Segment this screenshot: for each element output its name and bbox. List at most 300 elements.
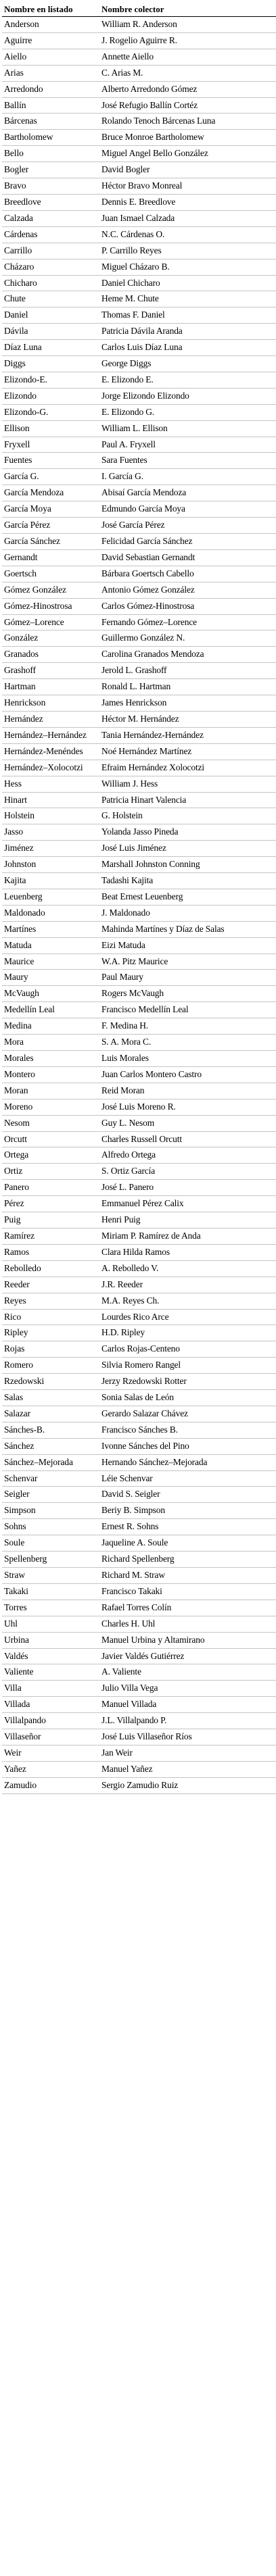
- listed-name-cell: Ramos: [2, 1244, 99, 1260]
- collector-name-cell: Dennis E. Breedlove: [99, 194, 276, 210]
- table-row: [2, 792, 276, 808]
- collector-name-cell: Bruce Monroe Bartholomew: [99, 130, 276, 146]
- table-row: [2, 1309, 276, 1325]
- table-row: [2, 1260, 276, 1277]
- listed-name-cell: Bárcenas: [2, 114, 99, 130]
- collector-name-cell: Bárbara Goertsch Cabello: [99, 566, 276, 582]
- collector-names-table: [2, 0, 276, 1794]
- table-row: [2, 1035, 276, 1051]
- collector-name-cell: George Diggs: [99, 356, 276, 372]
- collector-name-cell: Manuel Villada: [99, 1697, 276, 1713]
- listed-name-cell: Mora: [2, 1035, 99, 1051]
- table-row: [2, 146, 276, 162]
- listed-name-cell: Matuda: [2, 937, 99, 953]
- listed-name-cell: Bartholomew: [2, 130, 99, 146]
- listed-name-cell: Jasso: [2, 824, 99, 841]
- table-row: [2, 1761, 276, 1777]
- listed-name-cell: Maurice: [2, 953, 99, 970]
- collector-name-cell: Hernando Sánchez–Mejorada: [99, 1454, 276, 1470]
- table-row: [2, 437, 276, 453]
- collector-name-cell: Francisco Sánches B.: [99, 1422, 276, 1438]
- listed-name-cell: Sohns: [2, 1519, 99, 1535]
- collector-name-cell: Héctor Bravo Monreal: [99, 178, 276, 195]
- listed-name-cell: Hartman: [2, 679, 99, 695]
- collector-name-cell: Clara Hilda Ramos: [99, 1244, 276, 1260]
- listed-name-cell: Moreno: [2, 1099, 99, 1115]
- table-row: [2, 178, 276, 195]
- listed-name-cell: Cházaro: [2, 259, 99, 275]
- table-header: [2, 0, 276, 17]
- listed-name-cell: Gernandt: [2, 549, 99, 566]
- table-row: [2, 1616, 276, 1632]
- table-row: [2, 1390, 276, 1406]
- listed-name-cell: García Pérez: [2, 518, 99, 534]
- listed-name-cell: Holstein: [2, 808, 99, 824]
- collector-name-cell: Henri Puig: [99, 1212, 276, 1229]
- listed-name-cell: Simpson: [2, 1503, 99, 1519]
- table-row: [2, 1777, 276, 1793]
- table-body: [2, 17, 276, 1794]
- table-row: [2, 501, 276, 518]
- listed-name-cell: Granados: [2, 647, 99, 663]
- table-row: [2, 388, 276, 404]
- header-listed-name: Nombre en listado: [2, 0, 99, 17]
- listed-name-cell: Urbina: [2, 1632, 99, 1648]
- listed-name-cell: Pérez: [2, 1196, 99, 1212]
- table-row: [2, 372, 276, 388]
- table-row: [2, 1487, 276, 1503]
- listed-name-cell: Leuenberg: [2, 889, 99, 905]
- table-row: [2, 340, 276, 356]
- listed-name-cell: Henrickson: [2, 695, 99, 712]
- table-row: [2, 1099, 276, 1115]
- listed-name-cell: Rojas: [2, 1341, 99, 1358]
- table-row: [2, 630, 276, 647]
- collector-name-cell: Julio Villa Vega: [99, 1681, 276, 1697]
- listed-name-cell: Rzedowski: [2, 1374, 99, 1390]
- collector-name-cell: José L. Panero: [99, 1180, 276, 1196]
- table-row: [2, 1196, 276, 1212]
- table-row: [2, 905, 276, 921]
- collector-name-cell: Tania Hernández-Hernández: [99, 727, 276, 743]
- collector-name-cell: Antonio Gómez González: [99, 582, 276, 598]
- listed-name-cell: Schenvar: [2, 1470, 99, 1487]
- table-row: [2, 1729, 276, 1745]
- table-row: [2, 32, 276, 49]
- table-row: [2, 663, 276, 679]
- listed-name-cell: Aiello: [2, 49, 99, 65]
- table-row: [2, 1228, 276, 1244]
- table-row: [2, 727, 276, 743]
- table-row: [2, 1115, 276, 1131]
- table-row: [2, 243, 276, 259]
- collector-name-cell: Paul A. Fryxell: [99, 437, 276, 453]
- collector-name-cell: Patricia Hinart Valencia: [99, 792, 276, 808]
- listed-name-cell: García G.: [2, 469, 99, 485]
- collector-name-cell: William L. Ellison: [99, 420, 276, 437]
- collector-name-cell: David S. Seigler: [99, 1487, 276, 1503]
- table-row: [2, 1713, 276, 1729]
- table-row: [2, 1164, 276, 1180]
- table-row: [2, 1374, 276, 1390]
- collector-name-cell: Alberto Arredondo Gómez: [99, 81, 276, 97]
- collector-name-cell: José Luis Jiménez: [99, 841, 276, 857]
- listed-name-cell: Hernández-Menéndes: [2, 743, 99, 760]
- table-row: [2, 743, 276, 760]
- table-row: [2, 760, 276, 776]
- listed-name-cell: Díaz Luna: [2, 340, 99, 356]
- table-row: [2, 921, 276, 937]
- table-row: [2, 1519, 276, 1535]
- listed-name-cell: Yañez: [2, 1761, 99, 1777]
- collector-name-cell: Rafael Torres Colín: [99, 1600, 276, 1616]
- listed-name-cell: Morales: [2, 1051, 99, 1067]
- table-row: [2, 549, 276, 566]
- table-row: [2, 210, 276, 226]
- table-row: [2, 97, 276, 114]
- table-row: [2, 1147, 276, 1164]
- listed-name-cell: Medina: [2, 1018, 99, 1035]
- listed-name-cell: Goertsch: [2, 566, 99, 582]
- collector-name-cell: Paul Maury: [99, 970, 276, 986]
- collector-name-cell: Carlos Luis Díaz Luna: [99, 340, 276, 356]
- collector-name-cell: Alfredo Ortega: [99, 1147, 276, 1164]
- listed-name-cell: Arredondo: [2, 81, 99, 97]
- listed-name-cell: Dávila: [2, 324, 99, 340]
- listed-name-cell: Chicharo: [2, 275, 99, 291]
- table-row: [2, 1745, 276, 1761]
- listed-name-cell: Anderson: [2, 17, 99, 33]
- listed-name-cell: Romero: [2, 1358, 99, 1374]
- collector-name-cell: Manuel Yañez: [99, 1761, 276, 1777]
- listed-name-cell: Medellín Leal: [2, 1002, 99, 1018]
- listed-name-cell: Cárdenas: [2, 226, 99, 243]
- table-row: [2, 1018, 276, 1035]
- listed-name-cell: Takaki: [2, 1583, 99, 1600]
- table-row: [2, 226, 276, 243]
- table-row: [2, 453, 276, 469]
- table-row: [2, 808, 276, 824]
- table-row: [2, 1293, 276, 1309]
- collector-name-cell: E. Elizondo G.: [99, 404, 276, 420]
- collector-name-cell: H.D. Ripley: [99, 1325, 276, 1341]
- collector-name-cell: W.A. Pitz Maurice: [99, 953, 276, 970]
- table-row: [2, 1066, 276, 1083]
- listed-name-cell: Montero: [2, 1066, 99, 1083]
- listed-name-cell: Reeder: [2, 1277, 99, 1293]
- table-row: [2, 1083, 276, 1099]
- table-row: [2, 534, 276, 550]
- listed-name-cell: Zamudio: [2, 1777, 99, 1793]
- listed-name-cell: Moran: [2, 1083, 99, 1099]
- table-row: [2, 1131, 276, 1147]
- table-row: [2, 1697, 276, 1713]
- collector-name-cell: Jerold L. Grashoff: [99, 663, 276, 679]
- table-row: [2, 566, 276, 582]
- collector-name-cell: William R. Anderson: [99, 17, 276, 33]
- collector-name-cell: Héctor M. Hernández: [99, 711, 276, 727]
- table-row: [2, 1002, 276, 1018]
- collector-name-cell: Sergio Zamudio Ruiz: [99, 1777, 276, 1793]
- listed-name-cell: Villalpando: [2, 1713, 99, 1729]
- table-row: [2, 49, 276, 65]
- listed-name-cell: Bogler: [2, 162, 99, 178]
- collector-name-cell: Jerzy Rzedowski Rotter: [99, 1374, 276, 1390]
- table-row: [2, 1180, 276, 1196]
- table-row: [2, 857, 276, 873]
- collector-name-cell: F. Medina H.: [99, 1018, 276, 1035]
- collector-name-cell: S. Ortiz García: [99, 1164, 276, 1180]
- listed-name-cell: Rebolledo: [2, 1260, 99, 1277]
- listed-name-cell: Diggs: [2, 356, 99, 372]
- table-row: [2, 1406, 276, 1422]
- collector-name-cell: Silvia Romero Rangel: [99, 1358, 276, 1374]
- collector-name-cell: E. Elizondo E.: [99, 372, 276, 388]
- collector-name-cell: Charles Russell Orcutt: [99, 1131, 276, 1147]
- collector-name-cell: James Henrickson: [99, 695, 276, 712]
- listed-name-cell: Martínes: [2, 921, 99, 937]
- listed-name-cell: Hernández: [2, 711, 99, 727]
- table-row: [2, 1454, 276, 1470]
- collector-name-cell: A. Rebolledo V.: [99, 1260, 276, 1277]
- listed-name-cell: Aguirre: [2, 32, 99, 49]
- listed-name-cell: Straw: [2, 1568, 99, 1584]
- listed-name-cell: Orcutt: [2, 1131, 99, 1147]
- listed-name-cell: García Mendoza: [2, 485, 99, 501]
- collector-name-cell: Luis Morales: [99, 1051, 276, 1067]
- listed-name-cell: Johnston: [2, 857, 99, 873]
- collector-name-cell: Fernando Gómez–Lorence: [99, 614, 276, 630]
- collector-name-cell: Jaqueline A. Soule: [99, 1535, 276, 1552]
- collector-name-cell: Richard M. Straw: [99, 1568, 276, 1584]
- table-row: [2, 259, 276, 275]
- collector-name-cell: Lourdes Rico Arce: [99, 1309, 276, 1325]
- table-row: [2, 986, 276, 1002]
- listed-name-cell: González: [2, 630, 99, 647]
- listed-name-cell: Hernández–Xolocotzi: [2, 760, 99, 776]
- listed-name-cell: Sánchez–Mejorada: [2, 1454, 99, 1470]
- table-row: [2, 937, 276, 953]
- table-row: [2, 194, 276, 210]
- listed-name-cell: Elizondo: [2, 388, 99, 404]
- collector-name-cell: Richard Spellenberg: [99, 1552, 276, 1568]
- collector-name-cell: Felicidad García Sánchez: [99, 534, 276, 550]
- listed-name-cell: Hess: [2, 776, 99, 792]
- table-row: [2, 1051, 276, 1067]
- table-row: [2, 291, 276, 307]
- listed-name-cell: Villaseñor: [2, 1729, 99, 1745]
- collector-name-cell: Jan Weir: [99, 1745, 276, 1761]
- table-row: [2, 824, 276, 841]
- collector-name-cell: José García Pérez: [99, 518, 276, 534]
- collector-name-cell: C. Arias M.: [99, 65, 276, 81]
- listed-name-cell: Panero: [2, 1180, 99, 1196]
- header-collector-name: Nombre colector: [99, 0, 276, 17]
- collector-name-cell: S. A. Mora C.: [99, 1035, 276, 1051]
- collector-name-cell: Javier Valdés Gutiérrez: [99, 1648, 276, 1664]
- listed-name-cell: Valdés: [2, 1648, 99, 1664]
- listed-name-cell: Salazar: [2, 1406, 99, 1422]
- collector-name-cell: J. Rogelio Aguirre R.: [99, 32, 276, 49]
- collector-name-cell: José Luis Villaseñor Ríos: [99, 1729, 276, 1745]
- table-row: [2, 1470, 276, 1487]
- listed-name-cell: Weir: [2, 1745, 99, 1761]
- collector-name-cell: Emmanuel Pérez Calix: [99, 1196, 276, 1212]
- collector-name-cell: José Refugio Ballín Cortéz: [99, 97, 276, 114]
- table-row: [2, 1568, 276, 1584]
- table-row: [2, 1583, 276, 1600]
- table-row: [2, 970, 276, 986]
- table-row: [2, 65, 276, 81]
- listed-name-cell: Valiente: [2, 1664, 99, 1681]
- collector-name-cell: N.C. Cárdenas O.: [99, 226, 276, 243]
- collector-name-cell: J.R. Reeder: [99, 1277, 276, 1293]
- collector-name-cell: Annette Aiello: [99, 49, 276, 65]
- table-row: [2, 17, 276, 33]
- table-row: [2, 776, 276, 792]
- collector-name-cell: Miguel Angel Bello González: [99, 146, 276, 162]
- listed-name-cell: Grashoff: [2, 663, 99, 679]
- table-row: [2, 1244, 276, 1260]
- collector-name-cell: Sara Fuentes: [99, 453, 276, 469]
- table-row: [2, 582, 276, 598]
- table-row: [2, 1341, 276, 1358]
- collector-name-cell: Ronald L. Hartman: [99, 679, 276, 695]
- listed-name-cell: Kajita: [2, 873, 99, 889]
- table-row: [2, 162, 276, 178]
- collector-name-cell: I. García G.: [99, 469, 276, 485]
- collector-name-cell: Charles H. Uhl: [99, 1616, 276, 1632]
- collector-name-cell: Patricia Dávila Aranda: [99, 324, 276, 340]
- listed-name-cell: Elizondo-G.: [2, 404, 99, 420]
- table-row: [2, 1503, 276, 1519]
- listed-name-cell: Daniel: [2, 307, 99, 324]
- collector-name-cell: Noé Hernández Martínez: [99, 743, 276, 760]
- collector-name-cell: Abisaí García Mendoza: [99, 485, 276, 501]
- collector-name-cell: Yolanda Jasso Pineda: [99, 824, 276, 841]
- table-row: [2, 841, 276, 857]
- listed-name-cell: Bello: [2, 146, 99, 162]
- collector-name-cell: Edmundo García Moya: [99, 501, 276, 518]
- listed-name-cell: Ballín: [2, 97, 99, 114]
- listed-name-cell: Villada: [2, 1697, 99, 1713]
- table-row: [2, 695, 276, 712]
- collector-name-cell: Sonia Salas de León: [99, 1390, 276, 1406]
- table-row: [2, 711, 276, 727]
- collector-name-cell: William J. Hess: [99, 776, 276, 792]
- table-row: [2, 679, 276, 695]
- listed-name-cell: Fryxell: [2, 437, 99, 453]
- table-row: [2, 889, 276, 905]
- collector-name-cell: Manuel Urbina y Altamirano: [99, 1632, 276, 1648]
- listed-name-cell: Elizondo-E.: [2, 372, 99, 388]
- table-row: [2, 647, 276, 663]
- collector-name-cell: Carlos Gómez-Hinostrosa: [99, 598, 276, 614]
- table-row: [2, 1325, 276, 1341]
- listed-name-cell: Ortega: [2, 1147, 99, 1164]
- listed-name-cell: Breedlove: [2, 194, 99, 210]
- collector-name-cell: Miriam P. Ramírez de Anda: [99, 1228, 276, 1244]
- header-row: [2, 0, 276, 17]
- collector-name-cell: Reid Moran: [99, 1083, 276, 1099]
- table-row: [2, 873, 276, 889]
- collector-name-cell: Beat Ernest Leuenberg: [99, 889, 276, 905]
- collector-name-cell: Miguel Cházaro B.: [99, 259, 276, 275]
- table-row: [2, 614, 276, 630]
- table-row: [2, 1422, 276, 1438]
- collector-name-cell: G. Holstein: [99, 808, 276, 824]
- listed-name-cell: Maldonado: [2, 905, 99, 921]
- listed-name-cell: McVaugh: [2, 986, 99, 1002]
- table-row: [2, 404, 276, 420]
- listed-name-cell: Chute: [2, 291, 99, 307]
- collector-name-cell: Eizi Matuda: [99, 937, 276, 953]
- table-row: [2, 1358, 276, 1374]
- table-row: [2, 356, 276, 372]
- collector-name-cell: Carlos Rojas-Centeno: [99, 1341, 276, 1358]
- collector-name-cell: Rogers McVaugh: [99, 986, 276, 1002]
- listed-name-cell: Villa: [2, 1681, 99, 1697]
- collector-name-cell: Ernest R. Sohns: [99, 1519, 276, 1535]
- collector-name-cell: P. Carrillo Reyes: [99, 243, 276, 259]
- listed-name-cell: García Moya: [2, 501, 99, 518]
- listed-name-cell: Fuentes: [2, 453, 99, 469]
- listed-name-cell: García Sánchez: [2, 534, 99, 550]
- collector-name-cell: Juan Ismael Calzada: [99, 210, 276, 226]
- table-row: [2, 953, 276, 970]
- listed-name-cell: Ripley: [2, 1325, 99, 1341]
- table-row: [2, 1277, 276, 1293]
- listed-name-cell: Rico: [2, 1309, 99, 1325]
- listed-name-cell: Soule: [2, 1535, 99, 1552]
- collector-name-cell: J.L. Villalpando P.: [99, 1713, 276, 1729]
- collector-name-cell: Léie Schenvar: [99, 1470, 276, 1487]
- table-row: [2, 1664, 276, 1681]
- table-row: [2, 275, 276, 291]
- table-row: [2, 307, 276, 324]
- listed-name-cell: Torres: [2, 1600, 99, 1616]
- table-row: [2, 1681, 276, 1697]
- collector-name-cell: Efraim Hernández Xolocotzi: [99, 760, 276, 776]
- listed-name-cell: Bravo: [2, 178, 99, 195]
- listed-name-cell: Gómez-Hinostrosa: [2, 598, 99, 614]
- listed-name-cell: Calzada: [2, 210, 99, 226]
- table-row: [2, 114, 276, 130]
- listed-name-cell: Reyes: [2, 1293, 99, 1309]
- collector-name-cell: Tadashi Kajita: [99, 873, 276, 889]
- collector-name-cell: José Luis Moreno R.: [99, 1099, 276, 1115]
- table-row: [2, 324, 276, 340]
- table-row: [2, 1438, 276, 1454]
- listed-name-cell: Hinart: [2, 792, 99, 808]
- listed-name-cell: Sánchez: [2, 1438, 99, 1454]
- collector-name-cell: Carolina Granados Mendoza: [99, 647, 276, 663]
- listed-name-cell: Gómez–Lorence: [2, 614, 99, 630]
- table-row: [2, 130, 276, 146]
- collector-name-cell: Francisco Takaki: [99, 1583, 276, 1600]
- collector-name-cell: David Bogler: [99, 162, 276, 178]
- collector-name-cell: David Sebastian Gernandt: [99, 549, 276, 566]
- table-row: [2, 1212, 276, 1229]
- listed-name-cell: Hernández–Hernández: [2, 727, 99, 743]
- collector-name-cell: Rolando Tenoch Bárcenas Luna: [99, 114, 276, 130]
- collector-name-cell: Juan Carlos Montero Castro: [99, 1066, 276, 1083]
- table-row: [2, 1535, 276, 1552]
- collector-name-cell: Beriy B. Simpson: [99, 1503, 276, 1519]
- listed-name-cell: Sánches-B.: [2, 1422, 99, 1438]
- listed-name-cell: Uhl: [2, 1616, 99, 1632]
- listed-name-cell: Ortiz: [2, 1164, 99, 1180]
